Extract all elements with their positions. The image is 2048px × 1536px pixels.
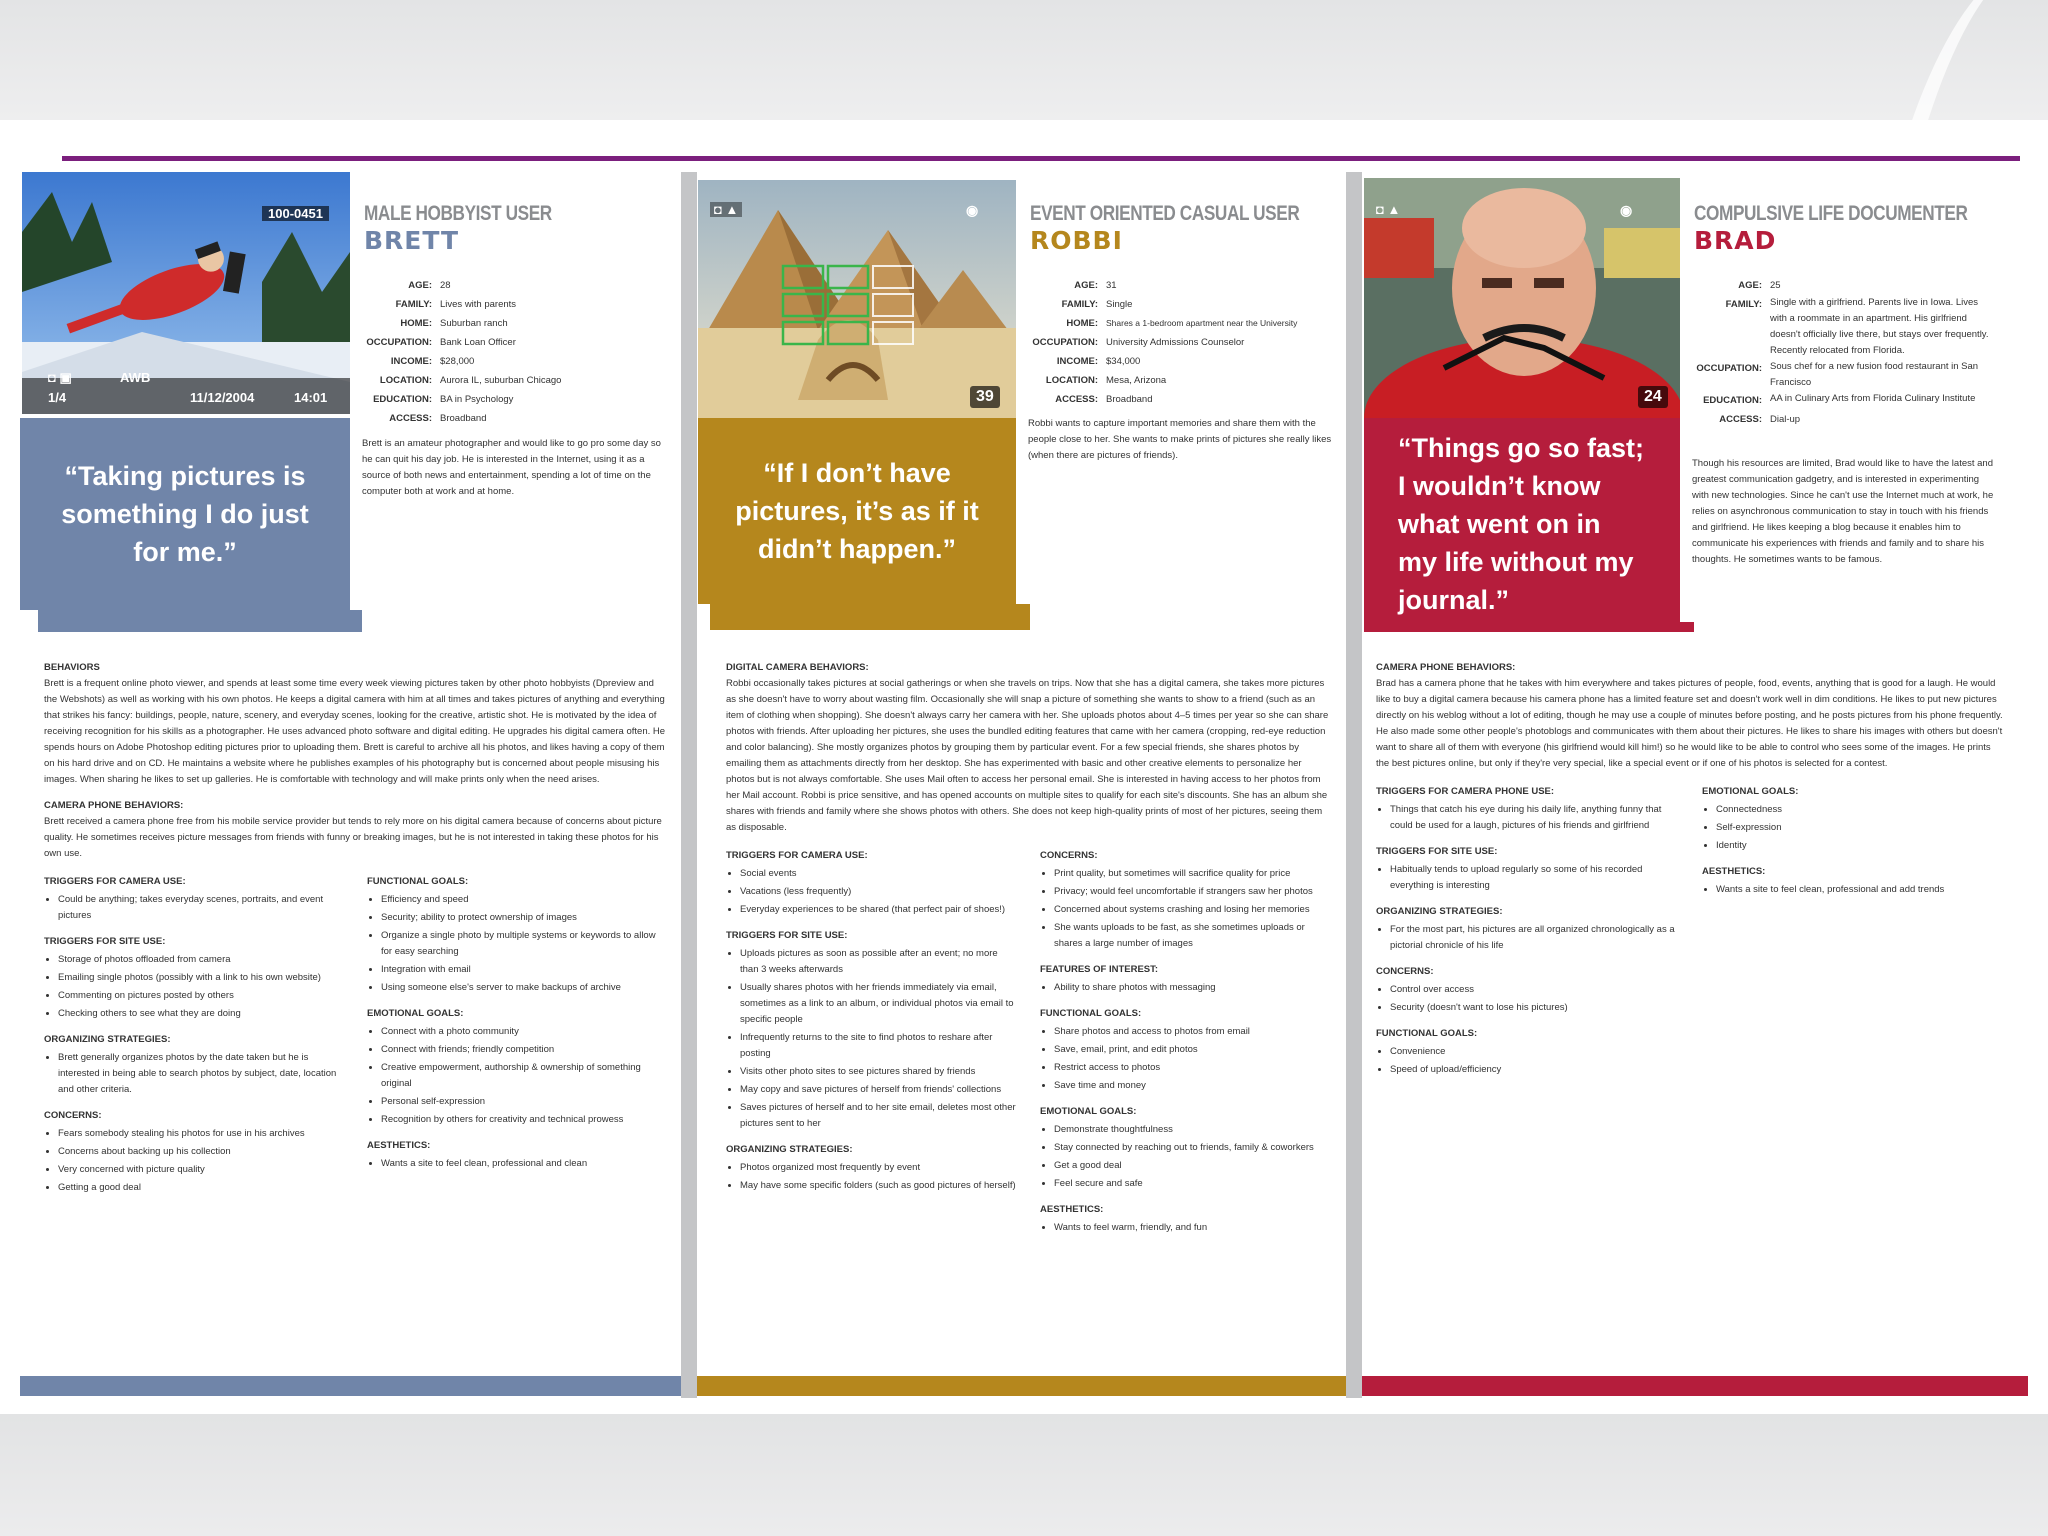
section-heading: AESTHETICS: bbox=[1702, 866, 1766, 877]
column-divider-2 bbox=[1346, 172, 1362, 1398]
bullet-item: • Things that catch his eye during his daily life, anything funny that could be used for a laugh, pictures of his friends and girlfriend bbox=[1390, 802, 1678, 834]
fact-key: ACCESS: bbox=[389, 413, 432, 424]
robbi-camera-photo bbox=[698, 180, 1016, 418]
section-heading: FUNCTIONAL GOALS: bbox=[1040, 1008, 1142, 1019]
bullet-item: • Photos organized most frequently by event bbox=[740, 1160, 1016, 1176]
section-heading: TRIGGERS FOR CAMERA PHONE USE: bbox=[1376, 786, 1555, 797]
fact-row bbox=[356, 314, 676, 333]
bullet-list bbox=[1702, 802, 2004, 854]
brett-role: MALE HOBBYIST USER bbox=[364, 202, 552, 225]
section-heading: EMOTIONAL GOALS: bbox=[367, 1008, 464, 1019]
bullet-item: • Creative empowerment, authorship & ownership of something original bbox=[381, 1060, 666, 1092]
bullet-item: • Organize a single photo by multiple systems or keywords to allow for easy searching bbox=[381, 928, 666, 960]
bullet-list bbox=[1376, 982, 1678, 1016]
bullet-item: • May copy and save pictures of herself from friends' collections bbox=[740, 1082, 1016, 1098]
fact-key: AGE: bbox=[1074, 280, 1098, 291]
bullet-item: • Recognition by others for creativity and technical prowess bbox=[381, 1112, 666, 1128]
bullet-list bbox=[1376, 1044, 1678, 1078]
brad-name: BRAD bbox=[1694, 226, 1777, 255]
fact-value: Single bbox=[1106, 299, 1133, 310]
brett-name: BRETT bbox=[364, 226, 460, 255]
fact-row bbox=[356, 390, 676, 409]
fact-row bbox=[1686, 359, 1996, 391]
bullet-item: • Could be anything; takes everyday scenes, portraits, and event pictures bbox=[58, 892, 343, 924]
bullet-item: • Control over access bbox=[1390, 982, 1678, 998]
section-heading: TRIGGERS FOR CAMERA USE: bbox=[726, 850, 868, 861]
bullet-item: • Connect with friends; friendly competition bbox=[381, 1042, 666, 1058]
bullet-item: • Very concerned with picture quality bbox=[58, 1162, 343, 1178]
bullet-item: • Ability to share photos with messaging bbox=[1054, 980, 1330, 996]
robbi-bottom-bar bbox=[697, 1376, 1346, 1396]
brett-left-sections bbox=[44, 874, 343, 1198]
brad-cameraphone-text: Brad has a camera phone that he takes with him everywhere and takes pictures of people, food, events, anything that is good for a laugh. He would like to buy a digital camera because his camera phone has a limited feature set and doesn't work well in dim conditions. He likes to put new pictures directly on his weblog without a lot of editing, though he may use a couple of minutes before posting, and he posts pictures from his phone frequently. He also made some other people's photoblogs and communicates with them about their pictures. He likes to share his images with others but doesn't want to share all of them with everyone (his girlfriend would kill him!) so he would like to be able to control who sees some of the images. He prints the best pictures online, but only if they're very special, like a special event or if one of his photos is selected for a contest. bbox=[1376, 678, 2003, 769]
brett-camera-photo bbox=[22, 172, 350, 414]
bullet-item: • Concerned about systems crashing and losing her memories bbox=[1054, 902, 1330, 918]
brett-counter: 1/4 bbox=[48, 390, 67, 405]
bullet-list bbox=[1376, 862, 1678, 894]
fact-value: BA in Psychology bbox=[440, 394, 514, 405]
bullet-item: • For the most part, his pictures are all organized chronologically as a pictorial chronicle of his life bbox=[1390, 922, 1678, 954]
brad-two-column bbox=[1376, 784, 2004, 1080]
fact-row bbox=[1022, 314, 1342, 333]
fact-value: AA in Culinary Arts from Florida Culinary Institute bbox=[1770, 393, 1976, 404]
bullet-item: • Fears somebody stealing his photos for use in his archives bbox=[58, 1126, 343, 1142]
brett-time: 14:01 bbox=[294, 390, 328, 405]
fact-value: Dial-up bbox=[1770, 414, 1801, 425]
fact-row bbox=[356, 352, 676, 371]
bullet-item: • May have some specific folders (such as good pictures of herself) bbox=[740, 1178, 1016, 1194]
bullet-list bbox=[726, 1160, 1016, 1194]
fact-key: INCOME: bbox=[390, 356, 432, 367]
bullet-item: • Wants a site to feel clean, professional and clean bbox=[381, 1156, 666, 1172]
fact-value: University Admissions Counselor bbox=[1106, 337, 1245, 348]
brad-counter: 24 bbox=[1638, 386, 1668, 408]
fact-value: Lives with parents bbox=[440, 299, 517, 310]
bullet-item: • Personal self-expression bbox=[381, 1094, 666, 1110]
bullet-item: • Connect with a photo community bbox=[381, 1024, 666, 1040]
bullet-list bbox=[44, 892, 343, 924]
fact-key: HOME: bbox=[1066, 318, 1098, 329]
robbi-counter: 39 bbox=[970, 386, 1000, 408]
section-heading: AESTHETICS: bbox=[1040, 1204, 1104, 1215]
slide-background-top bbox=[0, 0, 2048, 120]
fact-row bbox=[1022, 352, 1342, 371]
bullet-item: • Wants to feel warm, friendly, and fun bbox=[1054, 1220, 1330, 1236]
brett-date: 11/12/2004 bbox=[190, 390, 255, 405]
section-heading: EMOTIONAL GOALS: bbox=[1702, 786, 1799, 797]
fact-row bbox=[1686, 410, 1996, 429]
section-heading: TRIGGERS FOR CAMERA USE: bbox=[44, 876, 186, 887]
brad-heading bbox=[1694, 202, 2024, 255]
robbi-role: EVENT ORIENTED CASUAL USER bbox=[1030, 202, 1300, 225]
column-divider-1 bbox=[681, 172, 697, 1398]
robbi-quote-tab bbox=[710, 604, 1030, 630]
bullet-list bbox=[1040, 1122, 1330, 1192]
bullet-item: • Get a good deal bbox=[1054, 1158, 1330, 1174]
fact-row bbox=[1022, 276, 1342, 295]
brett-right-sections bbox=[367, 874, 666, 1198]
section-heading: TRIGGERS FOR SITE USE: bbox=[44, 936, 166, 947]
brad-right-sections bbox=[1702, 784, 2004, 1080]
brett-white-balance: AWB bbox=[120, 370, 151, 385]
section-heading: EMOTIONAL GOALS: bbox=[1040, 1106, 1137, 1117]
fact-value: Bank Loan Officer bbox=[440, 337, 516, 348]
robbi-two-column bbox=[726, 848, 1330, 1238]
fact-value: 31 bbox=[1106, 280, 1117, 291]
bullet-item: • Demonstrate thoughtfulness bbox=[1054, 1122, 1330, 1138]
fact-key: EDUCATION: bbox=[1703, 395, 1762, 406]
fact-value: $34,000 bbox=[1106, 356, 1141, 367]
robbi-left-sections bbox=[726, 848, 1016, 1238]
fact-row bbox=[356, 409, 676, 428]
fact-key: OCCUPATION: bbox=[366, 337, 432, 348]
brett-intro: Brett is an amateur photographer and would like to go pro some day so he can quit his day job. He is interested in the Internet, using it as a source of both news and entertainment, spending a lot of time on the computer both at work and at home. bbox=[362, 438, 661, 497]
fact-value: 25 bbox=[1770, 280, 1781, 291]
robbi-facts bbox=[1022, 276, 1342, 409]
bullet-item: • Efficiency and speed bbox=[381, 892, 666, 908]
bullet-list bbox=[1040, 1024, 1330, 1094]
brad-bottom-bar bbox=[1362, 1376, 2028, 1396]
fact-key: AGE: bbox=[408, 280, 432, 291]
fact-key: INCOME: bbox=[1056, 356, 1098, 367]
fact-value: Broadband bbox=[440, 413, 487, 424]
fact-value: Sous chef for a new fusion food restaurant in San Francisco bbox=[1770, 361, 1979, 388]
brett-cameraphone-text: Brett received a camera phone free from his mobile service provider but tends to rely more on his digital camera because of concerns about picture quality. He sometimes receives picture messages from friends with funny or breaking images, but he is not interested in taking these photos for his own use. bbox=[44, 816, 662, 859]
brett-two-column bbox=[44, 874, 666, 1198]
brett-quote: “Taking pictures is something I do just for me.” bbox=[20, 418, 350, 610]
bullet-list bbox=[44, 1126, 343, 1196]
bullet-list bbox=[1040, 980, 1330, 996]
brad-camera-photo bbox=[1364, 178, 1680, 418]
bullet-item: • Wants a site to feel clean, professional and add trends bbox=[1716, 882, 2004, 898]
fact-row bbox=[356, 371, 676, 390]
bullet-item: • Commenting on pictures posted by others bbox=[58, 988, 343, 1004]
bullet-item: • Feel secure and safe bbox=[1054, 1176, 1330, 1192]
bullet-list bbox=[726, 866, 1016, 918]
bullet-item: • Speed of upload/efficiency bbox=[1390, 1062, 1678, 1078]
bullet-item: • Vacations (less frequently) bbox=[740, 884, 1016, 900]
bullet-item: • Emailing single photos (possibly with a link to his own website) bbox=[58, 970, 343, 986]
camera-icon: ◘ ▲ bbox=[1376, 202, 1401, 217]
bullet-item: • Uploads pictures as soon as possible after an event; no more than 3 weeks afterwards bbox=[740, 946, 1016, 978]
robbi-body bbox=[726, 660, 1330, 1238]
bullet-item: • Storage of photos offloaded from camera bbox=[58, 952, 343, 968]
bullet-item: • She wants uploads to be fast, as she sometimes uploads or shares a large number of images bbox=[1054, 920, 1330, 952]
section-heading: FUNCTIONAL GOALS: bbox=[1376, 1028, 1478, 1039]
robbi-heading bbox=[1030, 202, 1330, 255]
bullet-list bbox=[1040, 866, 1330, 952]
brad-facts bbox=[1686, 276, 1996, 429]
section-heading: TRIGGERS FOR SITE USE: bbox=[726, 930, 848, 941]
bullet-item: • Everyday experiences to be shared (that perfect pair of shoes!) bbox=[740, 902, 1016, 918]
section-heading: FEATURES OF INTEREST: bbox=[1040, 964, 1159, 975]
bullet-item: • Concerns about backing up his collection bbox=[58, 1144, 343, 1160]
fact-value: Aurora IL, suburban Chicago bbox=[440, 375, 562, 386]
bullet-item: • Connectedness bbox=[1716, 802, 2004, 818]
robbi-quote: “If I don’t have pictures, it’s as if it didn’t happen.” bbox=[698, 418, 1016, 604]
bullet-item: • Saves pictures of herself and to her site email, deletes most other pictures sent to her bbox=[740, 1100, 1016, 1132]
bullet-item: • Security (doesn't want to lose his pictures) bbox=[1390, 1000, 1678, 1016]
section-heading: AESTHETICS: bbox=[367, 1140, 431, 1151]
camera-icon: ◘ ▣ bbox=[48, 370, 72, 385]
section-heading: ORGANIZING STRATEGIES: bbox=[1376, 906, 1503, 917]
fact-row bbox=[356, 333, 676, 352]
fact-key: OCCUPATION: bbox=[1696, 363, 1762, 374]
fact-value: Broadband bbox=[1106, 394, 1153, 405]
bullet-list bbox=[367, 1024, 666, 1128]
fact-value: Suburban ranch bbox=[440, 318, 508, 329]
fact-value: 28 bbox=[440, 280, 451, 291]
brett-quote-tab bbox=[38, 610, 362, 632]
bullet-item: • Restrict access to photos bbox=[1054, 1060, 1330, 1076]
brad-quote: “Things go so fast; I wouldn’t know what went on in my life without my journal.” bbox=[1364, 418, 1680, 630]
section-heading: CONCERNS: bbox=[44, 1110, 102, 1121]
fact-row bbox=[1686, 295, 1996, 359]
bullet-item: • Visits other photo sites to see pictures shared by friends bbox=[740, 1064, 1016, 1080]
bullet-list bbox=[1376, 922, 1678, 954]
fact-row bbox=[356, 276, 676, 295]
bullet-item: • Share photos and access to photos from email bbox=[1054, 1024, 1330, 1040]
brad-quote-tab bbox=[1364, 622, 1694, 632]
bullet-item: • Getting a good deal bbox=[58, 1180, 343, 1196]
fact-key: HOME: bbox=[400, 318, 432, 329]
bullet-item: • Stay connected by reaching out to friends, family & coworkers bbox=[1054, 1140, 1330, 1156]
brett-body bbox=[44, 660, 666, 1198]
brett-facts bbox=[356, 276, 676, 428]
section-heading: CAMERA PHONE BEHAVIORS: bbox=[44, 800, 184, 811]
bullet-item: • Checking others to see what they are doing bbox=[58, 1006, 343, 1022]
robbi-behaviors-text: Robbi occasionally takes pictures at social gatherings or when she travels on trips. Now that she has a digital camera, she takes more pictures as she doesn't have to worry about wasting film. Occasionally she will snap a picture of something she wants to show to a friend (such as an item of clothing when shopping). She doesn't always carry her camera with her. She uploads photos about 4–5 times per year so she can share photos with friends. After uploading her pictures, she uses the bundled editing features that came with her camera (cropping, red-eye reduction and color balancing). She mostly organizes photos by grouping them by particular event. For a few special friends, she shares photos by emailing them as attachments directly from her desktop. She has experimented with basic and other creative elements to personalize her photos but is not always comfortable. She uses Mail often to access her personal email. She is interested in having access to her photos from her Mail account. Robbi is price sensitive, and has opened accounts on multiple sites to qualify for each site's discounts. She has an album she shares with friends and family where she shows photos with others. She does not keep high-quality prints of most of her pictures, seeing them as disposable. bbox=[726, 678, 1329, 833]
fact-row bbox=[1022, 333, 1342, 352]
robbi-right-sections bbox=[1040, 848, 1330, 1238]
bullet-list bbox=[1376, 802, 1678, 834]
bullet-item: • Save time and money bbox=[1054, 1078, 1330, 1094]
fact-key: ACCESS: bbox=[1055, 394, 1098, 405]
brett-folder-number: 100-0451 bbox=[262, 206, 329, 221]
bullet-list bbox=[1040, 1220, 1330, 1236]
bullet-list bbox=[367, 892, 666, 996]
bullet-item: • Social events bbox=[740, 866, 1016, 882]
fact-value: Mesa, Arizona bbox=[1106, 375, 1167, 386]
robbi-name: ROBBI bbox=[1030, 226, 1123, 255]
bullet-item: • Privacy; would feel uncomfortable if strangers saw her photos bbox=[1054, 884, 1330, 900]
eye-icon: ◉ bbox=[1620, 202, 1633, 218]
bullet-item: • Integration with email bbox=[381, 962, 666, 978]
bullet-item: • Identity bbox=[1716, 838, 2004, 854]
bullet-list bbox=[1702, 882, 2004, 898]
fact-key: EDUCATION: bbox=[373, 394, 432, 405]
fact-value: Single with a girlfriend. Parents live in Iowa. Lives with a roommate in an apartment. His girlfriend doesn't officially live there, but stays over frequently. Recently relocated from Florida. bbox=[1770, 297, 1989, 356]
fact-key: FAMILY: bbox=[1725, 299, 1762, 310]
bullet-item: • Brett generally organizes photos by the date taken but he is interested in being able to search photos by subject, date, location and other criteria. bbox=[58, 1050, 343, 1098]
fact-row bbox=[356, 295, 676, 314]
section-heading: FUNCTIONAL GOALS: bbox=[367, 876, 469, 887]
section-heading: DIGITAL CAMERA BEHAVIORS: bbox=[726, 662, 869, 673]
bullet-item: • Security; ability to protect ownership of images bbox=[381, 910, 666, 926]
fact-row bbox=[1022, 371, 1342, 390]
camera-icon: ◘ ▲ bbox=[710, 202, 742, 217]
fact-row bbox=[1686, 276, 1996, 295]
fact-key: FAMILY: bbox=[1061, 299, 1098, 310]
bullet-item: • Infrequently returns to the site to find photos to reshare after posting bbox=[740, 1030, 1016, 1062]
brad-left-sections bbox=[1376, 784, 1678, 1080]
eye-icon: ◉ bbox=[966, 202, 979, 218]
brad-intro: Though his resources are limited, Brad would like to have the latest and greatest communication gadgetry, and is interested in experimenting with new technologies. Since he can't use the Internet much at work, he relies on asynchronous communication to stay in touch with his friends and girlfriend. He likes keeping a blog because it enables him to communicate his experiences with friends and family and to share his thoughts. He sometimes wants to be famous. bbox=[1692, 458, 1994, 565]
section-heading: TRIGGERS FOR SITE USE: bbox=[1376, 846, 1498, 857]
bullet-list bbox=[44, 952, 343, 1022]
brad-role: COMPULSIVE LIFE DOCUMENTER bbox=[1694, 202, 1968, 225]
brett-behaviors-text: Brett is a frequent online photo viewer, and spends at least some time every week viewing pictures taken by other photo hobbyists (Dpreview and the Webshots) as well as working with his own photos. He keeps a digital camera with him at all times and takes pictures of anything and everything that strikes his fancy: buildings, people, nature, scenery, and everyday scenes, looking for the creative, artistic shot. He is motivated by the idea of receiving recognition for his skills as a photographer. He uses advanced photo software and digital editing. He upgrades his digital camera often. He spends hours on Adobe Photoshop editing pictures prior to uploading them. Brett is careful to archive all his photos, and likes having a copy of them on his hard drive and on CD. He maintains a website where he publishes examples of his photography but is concerned about people misusing his images. When sharing he likes to set up galleries. He is comfortable with technology and will make prints only when the need arises. bbox=[44, 678, 666, 785]
bullet-item: • Using someone else's server to make backups of archive bbox=[381, 980, 666, 996]
bullet-item: • Save, email, print, and edit photos bbox=[1054, 1042, 1330, 1058]
bullet-list bbox=[726, 946, 1016, 1132]
fact-key: AGE: bbox=[1738, 280, 1762, 291]
fact-value: $28,000 bbox=[440, 356, 475, 367]
slide-background-bottom bbox=[0, 1414, 2048, 1536]
bullet-item: • Convenience bbox=[1390, 1044, 1678, 1060]
fact-value: Shares a 1-bedroom apartment near the University bbox=[1106, 318, 1298, 328]
section-heading: ORGANIZING STRATEGIES: bbox=[44, 1034, 171, 1045]
section-heading: ORGANIZING STRATEGIES: bbox=[726, 1144, 853, 1155]
bullet-item: • Print quality, but sometimes will sacrifice quality for price bbox=[1054, 866, 1330, 882]
fact-key: OCCUPATION: bbox=[1032, 337, 1098, 348]
fact-key: ACCESS: bbox=[1719, 414, 1762, 425]
bullet-item: • Self-expression bbox=[1716, 820, 2004, 836]
fact-key: LOCATION: bbox=[1045, 375, 1098, 386]
fact-key: FAMILY: bbox=[395, 299, 432, 310]
brett-bottom-bar bbox=[20, 1376, 681, 1396]
section-heading: CONCERNS: bbox=[1040, 850, 1098, 861]
fact-row bbox=[1022, 295, 1342, 314]
bullet-list bbox=[44, 1050, 343, 1098]
brad-body bbox=[1376, 660, 2004, 1080]
brett-heading bbox=[364, 202, 664, 255]
section-heading: CAMERA PHONE BEHAVIORS: bbox=[1376, 662, 1516, 673]
fact-row bbox=[1022, 390, 1342, 409]
fact-row bbox=[1686, 391, 1996, 410]
bullet-item: • Usually shares photos with her friends immediately via email, sometimes as a link to an album, or individual photos via email to specific people bbox=[740, 980, 1016, 1028]
top-purple-rule bbox=[62, 156, 2020, 161]
fact-key: LOCATION: bbox=[379, 375, 432, 386]
bullet-list bbox=[367, 1156, 666, 1172]
section-heading: CONCERNS: bbox=[1376, 966, 1434, 977]
robbi-intro: Robbi wants to capture important memories and share them with the people close to her. She wants to make prints of pictures she really likes (when there are pictures of friends). bbox=[1028, 418, 1332, 461]
bullet-item: • Habitually tends to upload regularly so some of his recorded everything is interesting bbox=[1390, 862, 1678, 894]
section-heading: BEHAVIORS bbox=[44, 662, 100, 673]
